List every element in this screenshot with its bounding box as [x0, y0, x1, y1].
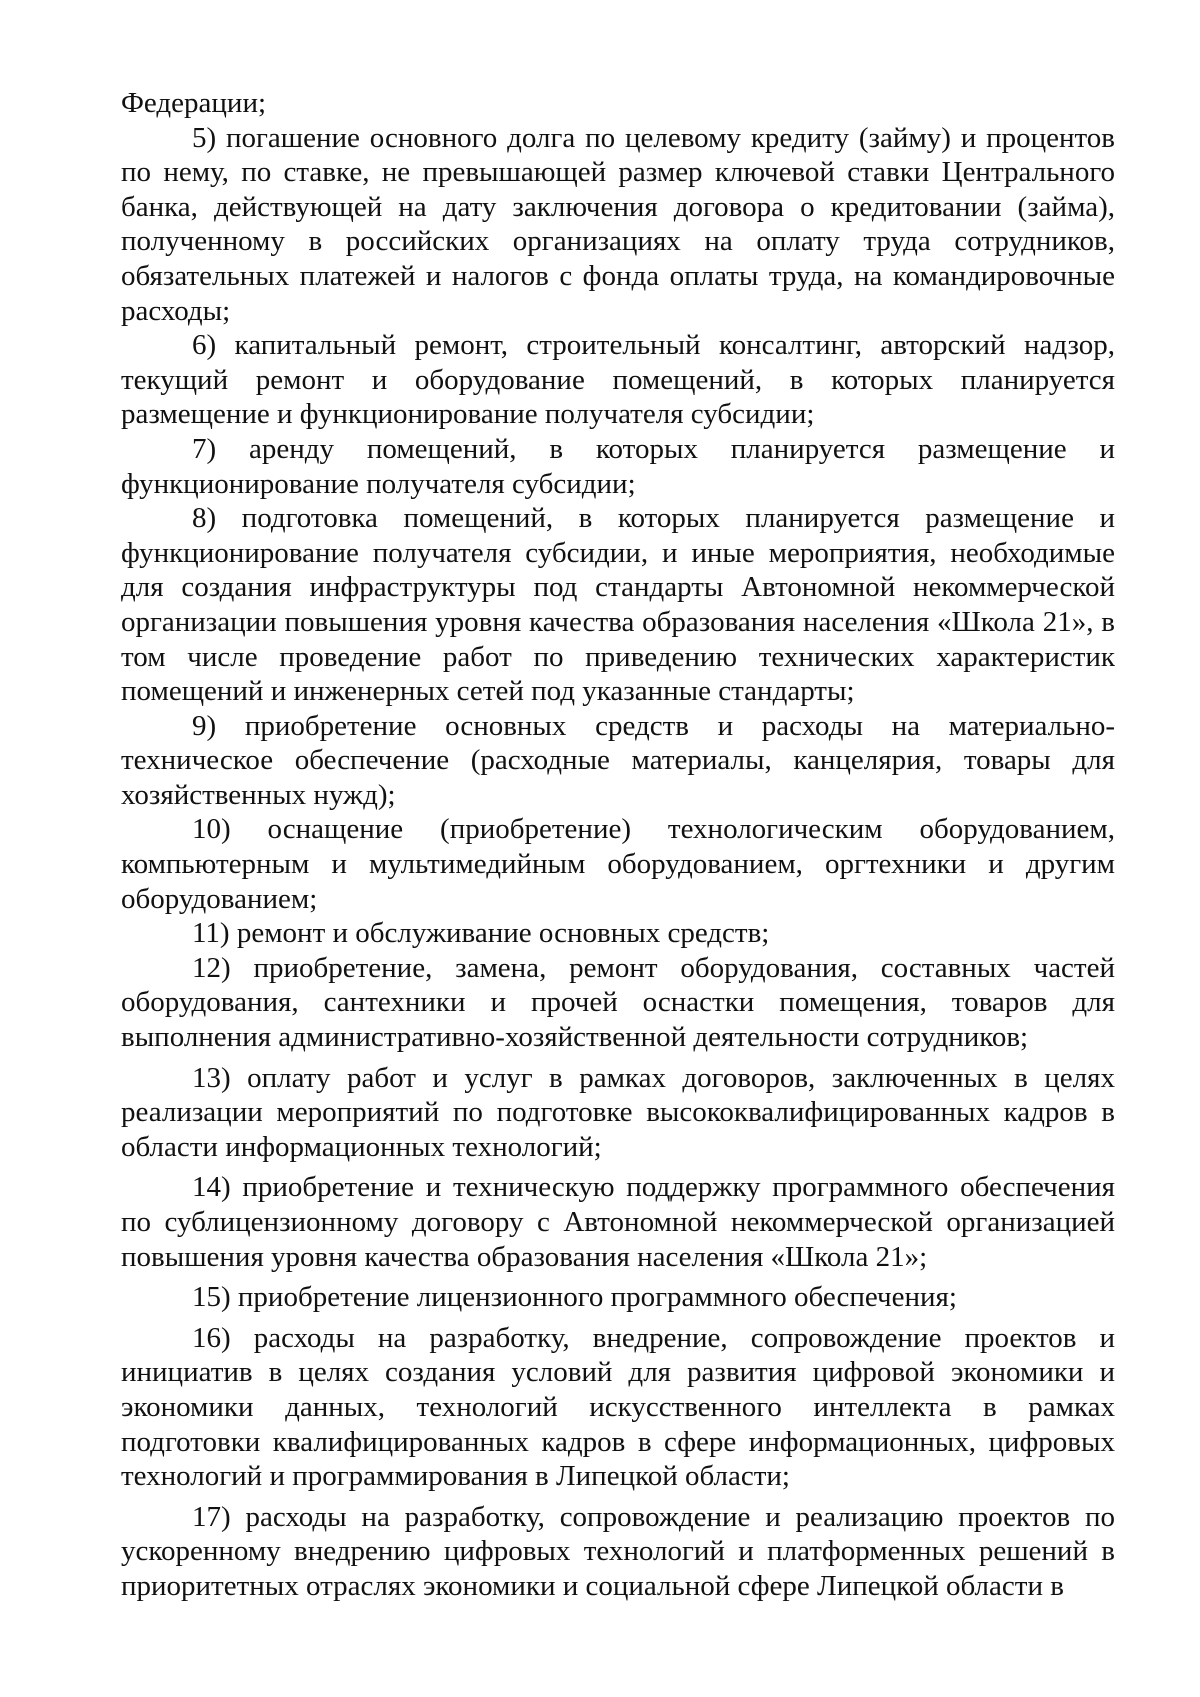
- paragraph-item-14: 14) приобретение и техническую поддержку программного обеспечения по сублицензионному договору с Автономной некоммерческой организацией повышения уровня качества образования населения «Школа 21»;: [121, 1171, 1115, 1273]
- paragraph-item-13: 13) оплату работ и услуг в рамках договоров, заключенных в целях реализации мероприятий по подготовке высококвалифицированных кадров в области информационных технологий;: [121, 1061, 1115, 1163]
- paragraph-item-6: 6) капитальный ремонт, строительный консалтинг, авторский надзор, текущий ремонт и оборудование помещений, в которых планируется размещение и функционирование получателя субсидии;: [121, 329, 1115, 431]
- paragraph-item-5: 5) погашение основного долга по целевому кредиту (займу) и процентов по нему, по ставке, не превышающей размер ключевой ставки Центрального банка, действующей на дату заключения договора о кредитовании (займа), полученному в российских организациях на оплату труда сотрудников, обязательных платежей и налогов с фонда оплаты труда, на командировочные расходы;: [121, 121, 1115, 327]
- paragraph-item-9: 9) приобретение основных средств и расходы на материально-техническое обеспечение (расходные материалы, канцелярия, товары для хозяйственных нужд);: [121, 709, 1115, 811]
- paragraph-item-11: 11) ремонт и обслуживание основных средств;: [192, 917, 770, 950]
- paragraph-item-7: 7) аренду помещений, в которых планируется размещение и функционирование получателя субсидии;: [121, 432, 1115, 500]
- paragraph-continuation: Федерации;: [121, 87, 267, 119]
- paragraph-item-17: 17) расходы на разработку, сопровождение и реализацию проектов по ускоренному внедрению цифровых технологий и платформенных решений в приоритетных отраслях экономики и социальной сфере Липецкой области в: [121, 1500, 1115, 1602]
- paragraph-item-8: 8) подготовка помещений, в которых планируется размещение и функционирование получателя субсидии, и иные мероприятия, необходимые для создания инфраструктуры под стандарты Автономной некоммерческой организации повышения уровня качества образования населения «Школа 21», в том числе проведение работ по приведению технических характеристик помещений и инженерных сетей под указанные стандарты;: [121, 502, 1115, 708]
- paragraph-item-12: 12) приобретение, замена, ремонт оборудования, составных частей оборудования, сантехники и прочей оснастки помещения, товаров для выполнения административно-хозяйственной деятельности сотрудников;: [121, 951, 1115, 1054]
- paragraph-item-10: 10) оснащение (приобретение) технологическим оборудованием, компьютерным и мультимедийным оборудованием, оргтехники и другим оборудованием;: [121, 813, 1115, 915]
- paragraph-item-15: 15) приобретение лицензионного программного обеспечения;: [192, 1281, 957, 1314]
- paragraph-item-16: 16) расходы на разработку, внедрение, сопровождение проектов и инициатив в целях создания условий для развития цифровой экономики и экономики данных, технологий искусственного интеллекта в рамках подготовки квалифицированных кадров в сфере информационных, цифровых технологий и программирования в Липецкой области;: [121, 1321, 1115, 1493]
- document-body: [121, 86, 1115, 1604]
